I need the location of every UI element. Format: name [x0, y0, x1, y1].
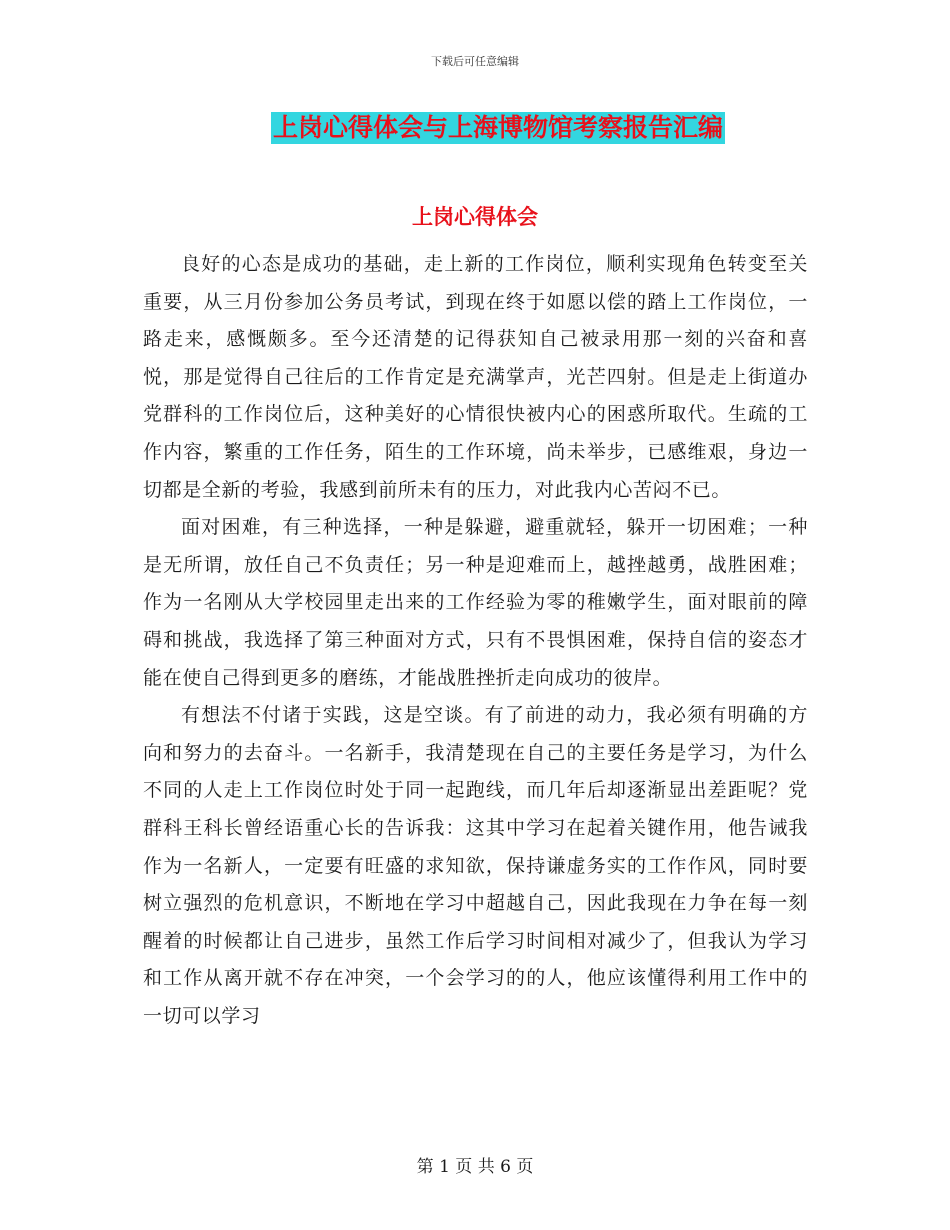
body-paragraph: 有想法不付诸于实践，这是空谈。有了前进的动力，我必须有明确的方向和努力的去奋斗。一名新手，我清楚现在自己的主要任务是学习，为什么不同的人走上工作岗位时处于同一起跑线，而几年后却逐渐显出差距呢？党群科王科长曾经语重心长的告诉我：这其中学习在起着关键作用，他告诫我作为一名新人，一定要有旺盛的求知欲，保持谦虚务实的工作作风，同时要树立强烈的危机意识，不断地在学习中超越自己，因此我现在力争在每一刻醒着的时候都让自己进步，虽然工作后学习时间相对减少了，但我认为学习和工作从离开就不存在冲突，一个会学习的的人，他应该懂得利用工作中的一切可以学习 — [143, 704, 808, 1027]
body-paragraph: 面对困难，有三种选择，一种是躲避，避重就轻，躲开一切困难；一种是无所谓，放任自己不负责任；另一种是迎难而上，越挫越勇，战胜困难；作为一名刚从大学校园里走出来的工作经验为零的稚嫩学生，面对眼前的障碍和挑战，我选择了第三种面对方式，只有不畏惧困难，保持自信的姿态才能在使自己得到更多的磨练，才能战胜挫折走向成功的彼岸。 — [143, 516, 808, 689]
document-body — [143, 246, 808, 1035]
document-title: 上岗心得体会与上海博物馆考察报告汇编 — [272, 113, 723, 142]
section-title: 上岗心得体会 — [412, 205, 538, 229]
page-header-note: 下载后可任意编辑 — [431, 55, 519, 68]
page-footer: 第 1 页 共 6 页 — [416, 1157, 534, 1177]
body-paragraph: 良好的心态是成功的基础，走上新的工作岗位，顺利实现角色转变至关重要，从三月份参加公务员考试，到现在终于如愿以偿的踏上工作岗位，一路走来，感慨颇多。至今还清楚的记得获知自己被录用那一刻的兴奋和喜悦，那是觉得自己往后的工作肯定是充满掌声，光芒四射。但是走上街道办党群科的工作岗位后，这种美好的心情很快被内心的困惑所取代。生疏的工作内容，繁重的工作任务，陌生的工作环境，尚未举步，已感维艰，身边一切都是全新的考验，我感到前所未有的压力，对此我内心苦闷不已。 — [143, 253, 808, 501]
document-title-container — [0, 112, 950, 144]
